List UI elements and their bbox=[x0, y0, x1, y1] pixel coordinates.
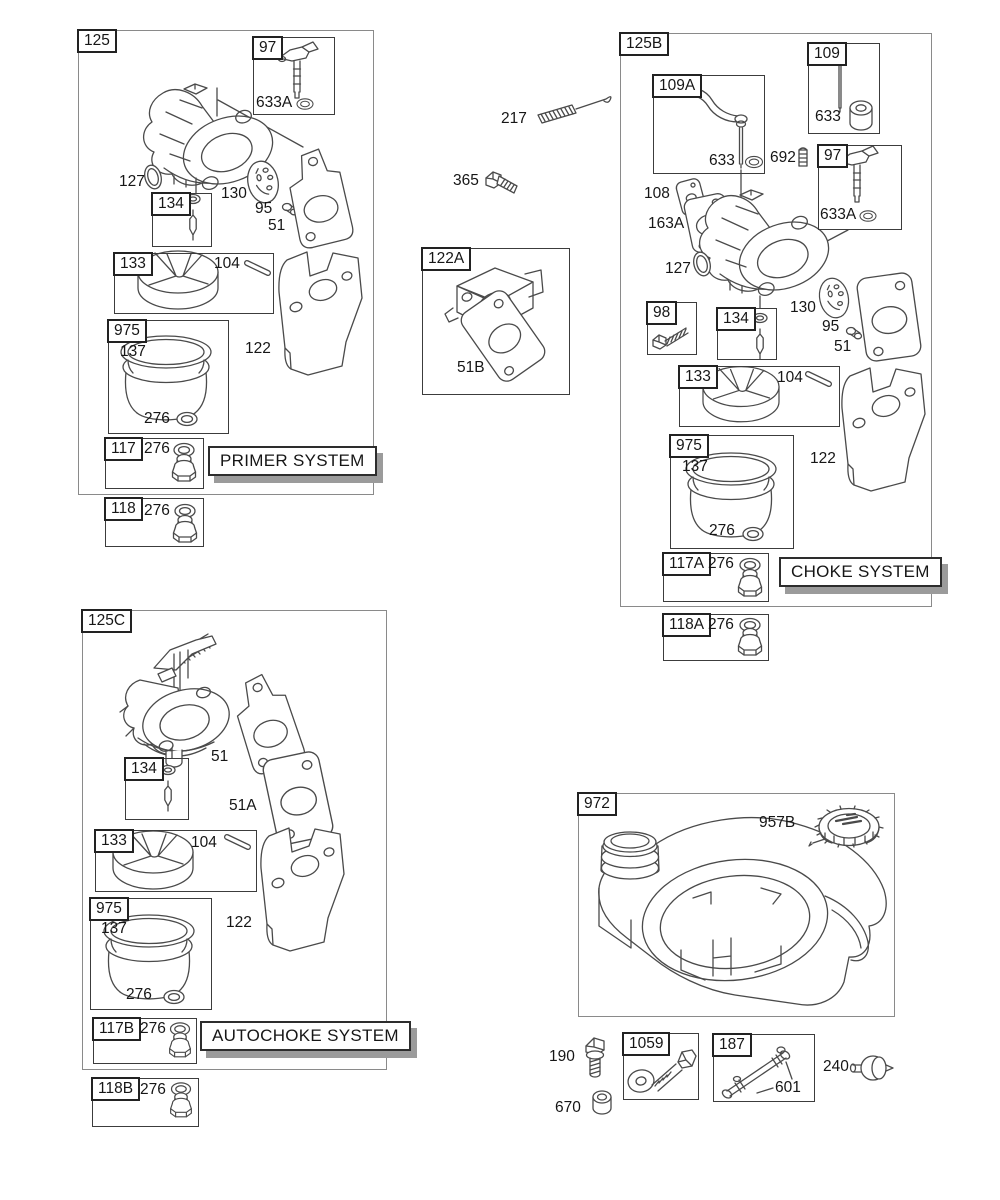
part-label-133C: 133 bbox=[94, 829, 134, 853]
group-label-972: 972 bbox=[577, 792, 617, 816]
part-label-109A: 109A bbox=[652, 74, 702, 98]
part-box-98 bbox=[647, 302, 697, 355]
callout-670: 670 bbox=[555, 1099, 581, 1116]
callout-365: 365 bbox=[453, 172, 479, 189]
part-box-133R bbox=[679, 366, 840, 427]
part-label-98: 98 bbox=[646, 301, 677, 325]
callout-137C: 137 bbox=[101, 920, 127, 937]
part-label-118A: 118A bbox=[662, 613, 711, 637]
callout-51L: 51 bbox=[268, 217, 286, 234]
spring-drawing-217 bbox=[538, 97, 611, 123]
callout-240: 240 bbox=[823, 1058, 849, 1075]
part-label-975L: 975 bbox=[107, 319, 147, 343]
callout-276-118: 276 bbox=[144, 502, 170, 519]
screw-drawing-365 bbox=[486, 172, 517, 193]
callout-633A-L: 633A bbox=[256, 94, 293, 111]
group-label-125B: 125B bbox=[619, 32, 669, 56]
callout-633-109: 633 bbox=[815, 108, 841, 125]
callout-276L: 276 bbox=[144, 410, 170, 427]
part-label-118B: 118B bbox=[91, 1077, 140, 1101]
callout-95L: 95 bbox=[255, 200, 273, 217]
part-box-134C bbox=[125, 758, 189, 820]
bushing-drawing-670 bbox=[593, 1091, 611, 1114]
callout-957B: 957B bbox=[759, 814, 796, 831]
primer-system-label: PRIMER SYSTEM bbox=[208, 446, 377, 476]
part-label-117B: 117B bbox=[92, 1017, 141, 1041]
fuel-filter-drawing-240 bbox=[851, 1056, 894, 1080]
callout-601: 601 bbox=[775, 1079, 801, 1096]
callout-217: 217 bbox=[501, 110, 527, 127]
part-box-134L bbox=[152, 193, 212, 247]
callout-127L: 127 bbox=[119, 173, 145, 190]
choke-system-label: CHOKE SYSTEM bbox=[779, 557, 942, 587]
callout-122R: 122 bbox=[810, 450, 836, 467]
callout-104R: 104 bbox=[777, 369, 803, 386]
part-box-134R bbox=[717, 308, 777, 360]
part-label-97L: 97 bbox=[252, 36, 283, 60]
part-label-975R: 975 bbox=[669, 434, 709, 458]
group-box-972 bbox=[578, 793, 895, 1017]
callout-130R: 130 bbox=[790, 299, 816, 316]
callout-163A: 163A bbox=[648, 215, 685, 232]
callout-633-109A: 633 bbox=[709, 152, 735, 169]
part-label-117: 117 bbox=[104, 437, 143, 461]
autochoke-system-label: AUTOCHOKE SYSTEM bbox=[200, 1021, 411, 1051]
part-box-133C bbox=[95, 830, 257, 892]
callout-104C: 104 bbox=[191, 834, 217, 851]
callout-95R: 95 bbox=[822, 318, 840, 335]
callout-692: 692 bbox=[770, 149, 796, 166]
part-label-133R: 133 bbox=[678, 365, 718, 389]
part-label-133L: 133 bbox=[113, 252, 153, 276]
part-box-1059 bbox=[623, 1033, 699, 1100]
group-label-125: 125 bbox=[77, 29, 117, 53]
part-label-134C: 134 bbox=[124, 757, 164, 781]
callout-276-117B: 276 bbox=[140, 1020, 166, 1037]
callout-276C: 276 bbox=[126, 986, 152, 1003]
part-label-134L: 134 bbox=[151, 192, 191, 216]
callout-190: 190 bbox=[549, 1048, 575, 1065]
callout-51A: 51A bbox=[229, 797, 257, 814]
callout-108: 108 bbox=[644, 185, 670, 202]
callout-51R: 51 bbox=[834, 338, 852, 355]
part-box-122A bbox=[422, 248, 570, 395]
callout-104L: 104 bbox=[214, 255, 240, 272]
callout-122L: 122 bbox=[245, 340, 271, 357]
bolt-drawing-190 bbox=[586, 1038, 604, 1077]
callout-276R: 276 bbox=[709, 522, 735, 539]
part-label-97R: 97 bbox=[817, 144, 848, 168]
callout-122C: 122 bbox=[226, 914, 252, 931]
callout-127R: 127 bbox=[665, 260, 691, 277]
callout-51C: 51 bbox=[211, 748, 229, 765]
part-label-134R: 134 bbox=[716, 307, 756, 331]
part-label-109: 109 bbox=[807, 42, 847, 66]
callout-276-118B: 276 bbox=[140, 1081, 166, 1098]
part-label-975C: 975 bbox=[89, 897, 129, 921]
group-label-125C: 125C bbox=[81, 609, 132, 633]
callout-276-118A: 276 bbox=[708, 616, 734, 633]
callout-51B: 51B bbox=[457, 359, 485, 376]
callout-276-117: 276 bbox=[144, 440, 170, 457]
callout-137L: 137 bbox=[120, 343, 146, 360]
callout-137R: 137 bbox=[682, 458, 708, 475]
part-label-118: 118 bbox=[104, 497, 143, 521]
part-label-1059: 1059 bbox=[622, 1032, 670, 1056]
callout-276-117A: 276 bbox=[708, 555, 734, 572]
part-label-122A: 122A bbox=[421, 247, 471, 271]
part-label-187: 187 bbox=[712, 1033, 752, 1057]
callout-633A-R: 633A bbox=[820, 206, 857, 223]
callout-130L: 130 bbox=[221, 185, 247, 202]
part-label-117A: 117A bbox=[662, 552, 711, 576]
part-box-133L bbox=[114, 253, 274, 314]
